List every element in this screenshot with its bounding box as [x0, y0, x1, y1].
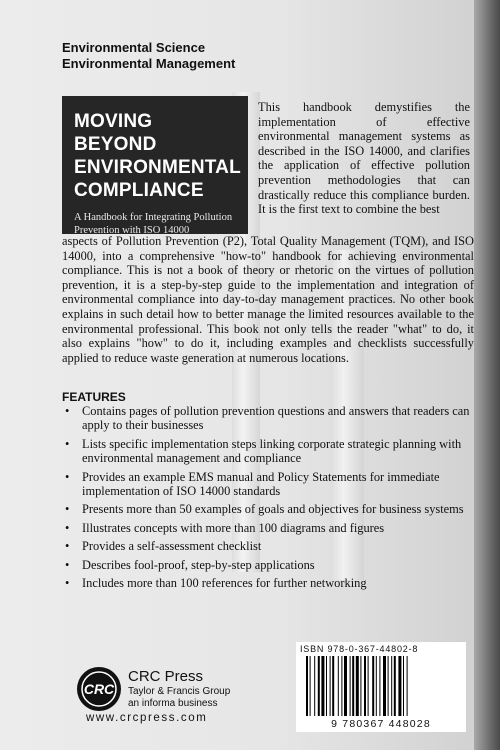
- isbn-barcode: [296, 642, 466, 732]
- publisher-block: [128, 668, 230, 710]
- feature-item: • Provides a self-assessment checklist: [62, 539, 474, 553]
- feature-item: • Lists specific implementation steps linking corporate strategic planning with environmental management and compliance: [62, 437, 474, 466]
- publisher-url: www.crcpress.com: [86, 712, 208, 724]
- feature-item: • Illustrates concepts with more than 100 diagrams and figures: [62, 521, 474, 535]
- series-labels: [62, 40, 235, 72]
- crc-logo-icon: [76, 666, 122, 712]
- series-label: Environmental Management: [62, 56, 236, 71]
- book-subtitle: A Handbook for Integrating Pollution Prevention with ISO 14000: [74, 212, 233, 236]
- isbn-number: 9 780367 448028: [331, 718, 431, 730]
- book-title: MOVING BEYOND ENVIRONMENTAL COMPLIANCE: [74, 111, 241, 201]
- blurb-side-text: This handbook demystifies the implementation of effective environmental management systems as described in the ISO 14000, and clarifies the application of effective pollution prevention methodologies that can drastically reduce this compliance burden. It is the first text to combine the best: [258, 100, 470, 217]
- series-label: Environmental Science: [62, 40, 206, 55]
- features-heading: FEATURES: [62, 390, 126, 404]
- isbn-label: ISBN 978-0-367-44802-8: [300, 644, 419, 654]
- title-box: [62, 96, 248, 234]
- publisher-tagline: an informa business: [128, 698, 218, 709]
- barcode-icon: [306, 656, 456, 716]
- publisher-group: Taylor & Francis Group: [128, 686, 231, 697]
- spine-edge: [474, 0, 500, 750]
- feature-item: • Includes more than 100 references for further networking: [62, 576, 474, 590]
- logo-text: CRC: [83, 681, 115, 697]
- feature-item: • Provides an example EMS manual and Policy Statements for immediate implementation of ISO 14000 standards: [62, 470, 474, 499]
- feature-item: • Presents more than 50 examples of goals and objectives for business systems: [62, 502, 474, 516]
- publisher-name: CRC Press: [128, 668, 204, 685]
- feature-item: • Describes fool-proof, step-by-step applications: [62, 558, 474, 572]
- feature-item: • Contains pages of pollution prevention questions and answers that readers can apply to their businesses: [62, 404, 474, 433]
- blurb-main-text: aspects of Pollution Prevention (P2), Total Quality Management (TQM), and ISO 14000, into a comprehensive "how-to" handbook for achieving environmental compliance. This is not a book of theory or rhetoric on the virtues of pollution prevention, it is a step-by-step guide to the implementation and integration of environmental compliance into day-to-day management practices. No other book explains in such detail how to better manage the limited resources available to the environmental professional. This book not only tells the reader "what" to do, it also explains "how" to do it, including examples and checklists successfully applied to reduce waste generation at numerous locations.: [62, 234, 474, 365]
- features-list: [62, 404, 474, 594]
